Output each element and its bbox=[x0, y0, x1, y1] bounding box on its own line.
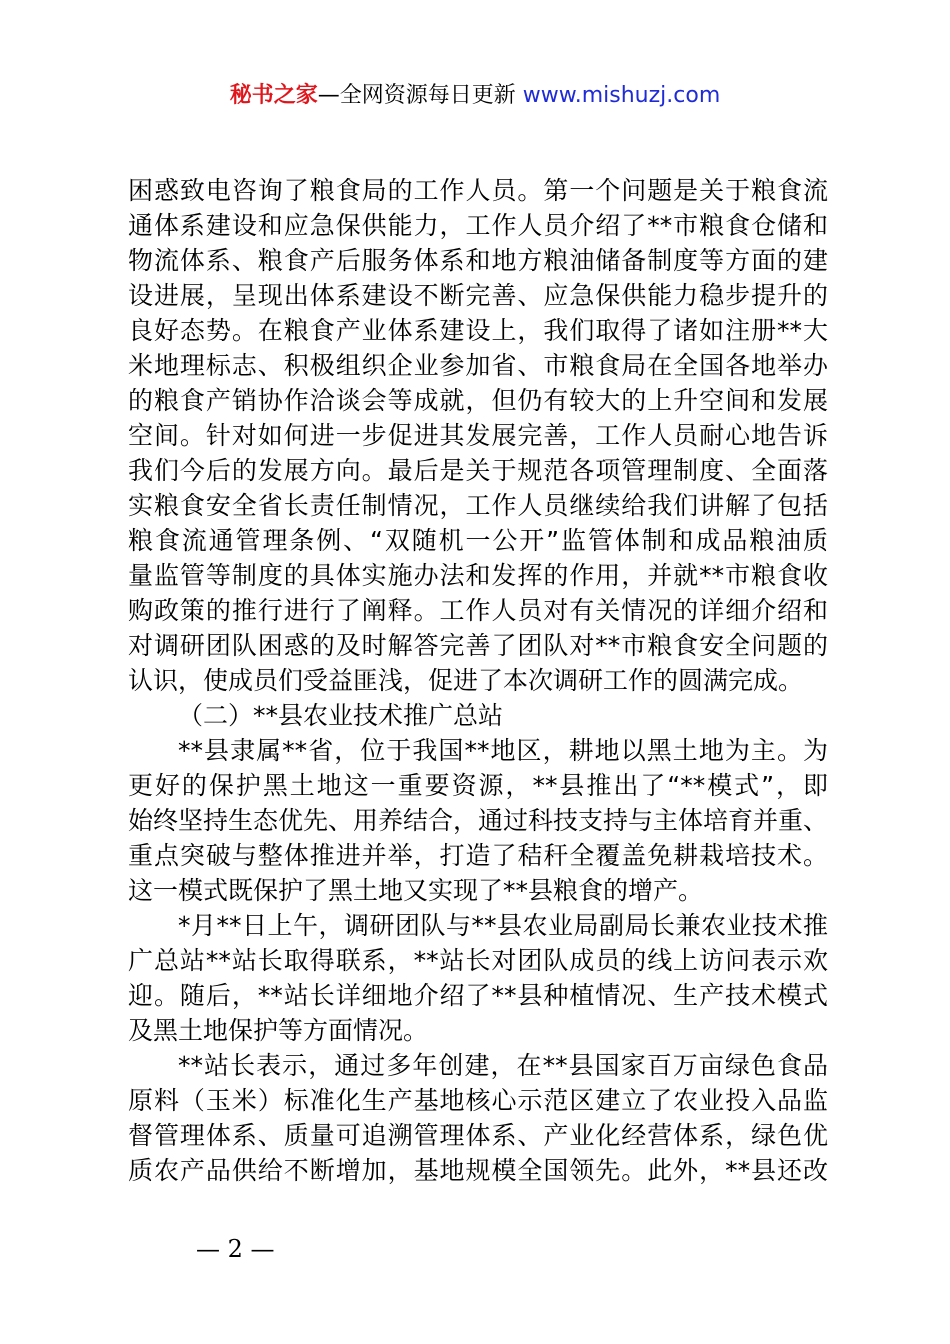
text-line: 质农产品供给不断增加，基地规模全国领先。此外，**县还改 bbox=[128, 1156, 828, 1185]
text-line: 粮食流通管理条例、“双随机一公开”监管体制和成品粮油质 bbox=[128, 526, 828, 555]
brand-name: 秘书之家 bbox=[229, 83, 318, 108]
site-url-link[interactable]: www.mishuzj.com bbox=[522, 83, 721, 108]
text-line: 迎。随后，**站长详细地介绍了**县种植情况、生产技术模式 bbox=[128, 981, 828, 1010]
text-line: 实粮食安全省长责任制情况，工作人员继续给我们讲解了包括 bbox=[128, 491, 828, 520]
text-line: 督管理体系、质量可追溯管理体系、产业化经营体系，绿色优 bbox=[128, 1121, 828, 1150]
text-line: **县隶属**省，位于我国**地区，耕地以黑土地为主。为 bbox=[178, 736, 828, 765]
page-number: — 2 — bbox=[196, 1235, 275, 1263]
text-line: 设进展，呈现出体系建设不断完善、应急保供能力稳步提升的 bbox=[128, 281, 828, 310]
text-line: 原料（玉米）标准化生产基地核心示范区建立了农业投入品监 bbox=[128, 1086, 828, 1115]
text-line: 物流体系、粮食产后服务体系和地方粮油储备制度等方面的建 bbox=[128, 246, 828, 275]
text-line: 空间。针对如何进一步促进其发展完善，工作人员耐心地告诉 bbox=[128, 421, 828, 450]
text-line: 及黑土地保护等方面情况。 bbox=[128, 1016, 429, 1045]
text-line: 米地理标志、积极组织企业参加省、市粮食局在全国各地举办 bbox=[128, 351, 828, 380]
paragraph-interview bbox=[128, 908, 828, 1048]
text-line: 重点突破与整体推进并举，打造了秸秆全覆盖免耕栽培技术。 bbox=[128, 841, 828, 870]
text-line: 对调研团队困惑的及时解答完善了团队对**市粮食安全问题的 bbox=[128, 631, 828, 660]
text-line: 的粮食产销协作洽谈会等成就，但仍有较大的上升空间和发展 bbox=[128, 386, 828, 415]
site-header bbox=[0, 78, 950, 114]
text-line: 良好态势。在粮食产业体系建设上，我们取得了诸如注册**大 bbox=[128, 316, 828, 345]
text-line: *月**日上午，调研团队与**县农业局副局长兼农业技术推 bbox=[178, 911, 828, 940]
text-line: 量监管等制度的具体实施办法和发挥的作用，并就**市粮食收 bbox=[128, 561, 828, 590]
text-line: 通体系建设和应急保供能力，工作人员介绍了**市粮食仓储和 bbox=[128, 211, 828, 240]
text-line: 这一模式既保护了黑土地又实现了**县粮食的增产。 bbox=[128, 876, 704, 905]
paragraph-station-chief bbox=[128, 1048, 828, 1188]
paragraph-county-overview bbox=[128, 733, 828, 908]
document-body bbox=[128, 173, 828, 1188]
header-tagline: —全网资源每日更新 bbox=[317, 83, 516, 108]
text-line: **站长表示，通过多年创建，在**县国家百万亩绿色食品 bbox=[178, 1051, 828, 1080]
paragraph-grain-bureau bbox=[128, 173, 828, 698]
text-line: 始终坚持生态优先、用养结合，通过科技支持与主体培育并重、 bbox=[128, 806, 829, 835]
text-line: 广总站**站长取得联系，**站长对团队成员的线上访问表示欢 bbox=[128, 946, 828, 975]
text-line: 困惑致电咨询了粮食局的工作人员。第一个问题是关于粮食流 bbox=[128, 176, 828, 205]
section-heading bbox=[128, 698, 828, 733]
text-line: 购政策的推行进行了阐释。工作人员对有关情况的详细介绍和 bbox=[128, 596, 828, 625]
section-title: （二）**县农业技术推广总站 bbox=[178, 701, 504, 730]
text-line: 认识，使成员们受益匪浅，促进了本次调研工作的圆满完成。 bbox=[128, 666, 804, 695]
text-line: 我们今后的发展方向。最后是关于规范各项管理制度、全面落 bbox=[128, 456, 828, 485]
text-line: 更好的保护黑土地这一重要资源，**县推出了“**模式”，即 bbox=[128, 771, 828, 800]
